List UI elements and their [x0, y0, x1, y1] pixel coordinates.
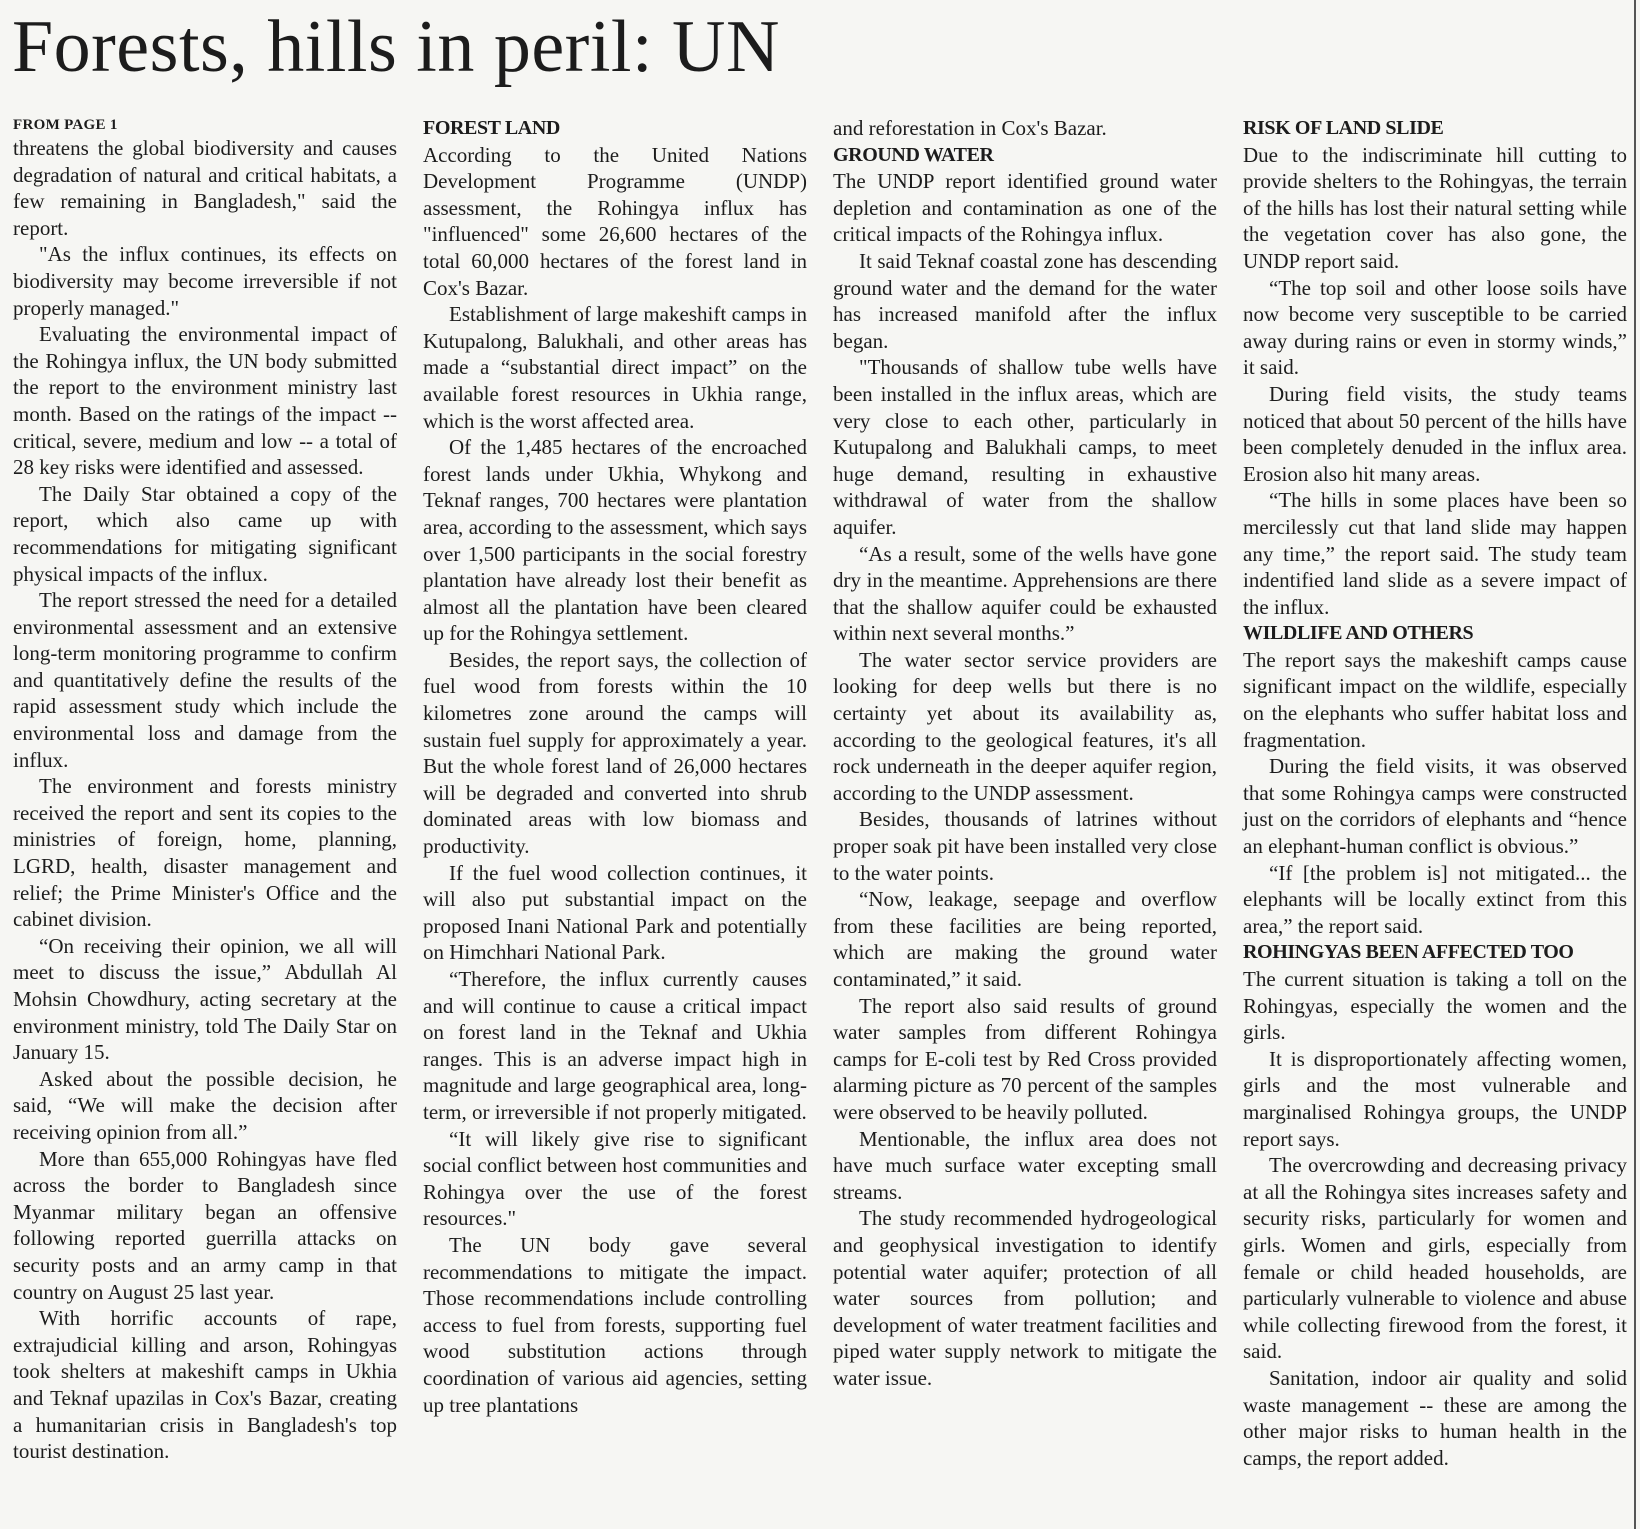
paragraph: More than 655,000 Rohingyas have fled across the border to Bangladesh since Myanmar military began an offensive following reported guerrilla attacks on security posts and an army camp in that country on August 25 last year.: [13, 1146, 397, 1304]
paragraph: During field visits, the study teams noticed that about 50 percent of the hills have been completely denuded in the influx area. Erosion also hit many areas.: [1243, 381, 1627, 486]
paragraph: The report says the makeshift camps cause significant impact on the wildlife, especially on the elephants who suffer habitat loss and fragmentation.: [1243, 647, 1627, 752]
paragraph: and reforestation in Cox's Bazar.: [833, 116, 1107, 140]
paragraph: Sanitation, indoor air quality and solid waste management -- these are among the other major risks to human health in the camps, the report added.: [1243, 1365, 1627, 1470]
article-column-4: [1243, 115, 1627, 1471]
article-column-1: [13, 115, 397, 1465]
paragraph: "Thousands of shallow tube wells have been installed in the influx areas, which are very close to each other, particularly in Kutupalong and Balukhali camps, to meet huge demand, resulting in exhaustive withdrawal of water from the shallow aquifer.: [833, 355, 1217, 539]
paragraph: “The hills in some places have been so mercilessly cut that land slide may happen any time,” the report said. The study team indentified land slide as a severe impact of the influx.: [1243, 488, 1627, 619]
paragraph: It said Teknaf coastal zone has descending ground water and the demand for the water has increased manifold after the influx began.: [833, 248, 1217, 353]
paragraph: The Daily Star obtained a copy of the report, which also came up with recommendations for mitigating significant physical impacts of the influx.: [13, 481, 397, 586]
paragraph: “On receiving their opinion, we all will meet to discuss the issue,” Abdullah Al Mohsin Chowdhury, acting secretary at the environment ministry, told The Daily Star on January 15.: [13, 933, 397, 1065]
paragraph: Besides, thousands of latrines without proper soak pit have been installed very close to the water points.: [833, 807, 1217, 885]
headline: Forests, hills in peril: UN: [12, 6, 780, 88]
paragraph: The study recommended hydrogeological and geophysical investigation to identify potential water aquifer; protection of all water sources from pollution; and development of water treatment facilities and piped water supply network to mitigate the water issue.: [833, 1206, 1217, 1390]
paragraph: “It will likely give rise to significant social conflict between host communities and Rohingya over the use of the forest resources.": [423, 1126, 807, 1231]
article-column-2: [423, 115, 807, 1418]
paragraph: “Now, leakage, seepage and overflow from these facilities are being reported, which are making the ground water contaminated,” it said.: [833, 887, 1217, 991]
page-edge-rule: [1634, 0, 1636, 1529]
from-page-label: FROM PAGE 1: [13, 117, 118, 133]
paragraph: With horrific accounts of rape, extrajudicial killing and arson, Rohingyas took shelters at makeshift camps in Ukhia and Teknaf upazilas in Cox's Bazar, creating a humanitarian crisis in Bangladesh's top tourist destination.: [13, 1306, 397, 1464]
paragraph: The environment and forests ministry received the report and sent its copies to the ministries of foreign, home, planning, LGRD, health, disaster management and relief; the Prime Minister's Office and the cabinet division.: [13, 774, 397, 932]
subheading-ground-water: GROUND WATER: [833, 143, 994, 166]
paragraph: “If [the problem is] not mitigated... the elephants will be locally extinct from this area,” the report said.: [1243, 860, 1627, 938]
paragraph: Asked about the possible decision, he said, “We will make the decision after receiving opinion from all.”: [13, 1066, 397, 1144]
paragraph: Establishment of large makeshift camps in Kutupalong, Balukhali, and other areas has made a “substantial direct impact” on the available forest resources in Ukhia range, which is the worst affected area.: [423, 302, 807, 433]
article-column-3: [833, 115, 1217, 1392]
paragraph: It is disproportionately affecting women, girls and the most vulnerable and marginalised Rohingya groups, the UNDP report says.: [1243, 1046, 1627, 1151]
paragraph: According to the United Nations Development Programme (UNDP) assessment, the Rohingya influx has "influenced" some 26,600 hectares of the total 60,000 hectares of the forest land in Cox's Bazar.: [423, 142, 807, 300]
paragraph: "As the influx continues, its effects on biodiversity may become irreversible if not properly managed.": [13, 242, 397, 320]
paragraph: “As a result, some of the wells have gone dry in the meantime. Apprehensions are there that the shallow aquifer could be exhausted within next several months.”: [833, 541, 1217, 646]
paragraph: The UN body gave several recommendations to mitigate the impact. Those recommendations include controlling access to fuel from forests, supporting fuel wood substitution actions through coordination of various aid agencies, setting up tree plantations: [423, 1232, 807, 1417]
paragraph: “The top soil and other loose soils have now become very susceptible to be carried away during rains or even in stormy winds,” it said.: [1243, 275, 1627, 380]
paragraph: The report stressed the need for a detailed environmental assessment and an extensive long-term monitoring programme to confirm and quantitatively define the results of the rapid assessment study which include the environmental loss and damage from the influx.: [13, 588, 397, 772]
paragraph: Besides, the report says, the collection of fuel wood from forests within the 10 kilometres zone around the camps will sustain fuel supply for approximately a year. But the whole forest land of 26,000 hectares will be degraded and converted into shrub dominated areas with low biomass and productivity.: [423, 647, 807, 859]
subheading-wildlife-and-others: WILDLIFE AND OTHERS: [1243, 622, 1474, 645]
paragraph: The report also said results of ground water samples from different Rohingya camps for E-coli test by Red Cross provided alarming picture as 70 percent of the samples were observed to be heavily polluted.: [833, 993, 1217, 1124]
paragraph: The water sector service providers are looking for deep wells but there is no certainty yet about its availability as, according to the geological features, it's all rock underneath in the deeper aquifer region, according to the UNDP assessment.: [833, 647, 1217, 805]
subheading-rohingyas-affected: ROHINGYAS BEEN AFFECTED TOO: [1243, 941, 1574, 964]
subheading-forest-land: FOREST LAND: [423, 117, 560, 139]
paragraph: Due to the indiscriminate hill cutting to provide shelters to the Rohingyas, the terrain of the hills has lost their natural setting while the vegetation cover has also gone, the UNDP report said.: [1243, 142, 1627, 273]
paragraph: The UNDP report identified ground water depletion and contamination as one of the critical impacts of the Rohingya influx.: [833, 169, 1217, 247]
paragraph: “Therefore, the influx currently causes and will continue to cause a critical impact on forest land in the Teknaf and Ukhia ranges. This is an adverse impact high in magnitude and large geographical area, long-term, or irreversible if not properly mitigated.: [423, 967, 807, 1124]
paragraph: If the fuel wood collection continues, it will also put substantial impact on the proposed Inani National Park and potentially on Himchhari National Park.: [423, 860, 807, 965]
paragraph: During the field visits, it was observed that some Rohingya camps were constructed just on the corridors of elephants and “hence an elephant-human conflict is obvious.”: [1243, 754, 1627, 859]
paragraph: threatens the global biodiversity and causes degradation of natural and critical habitats, a few remaining in Bangladesh," said the report.: [13, 136, 397, 240]
paragraph: Evaluating the environmental impact of the Rohingya influx, the UN body submitted the report to the environment ministry last month. Based on the ratings of the impact -- critical, severe, medium and low -- a total of 28 key risks were identified and assessed.: [13, 322, 397, 480]
subheading-risk-of-land-slide: RISK OF LAND SLIDE: [1243, 117, 1444, 139]
paragraph: Mentionable, the influx area does not have much surface water excepting small streams.: [833, 1126, 1217, 1204]
paragraph: Of the 1,485 hectares of the encroached forest lands under Ukhia, Whykong and Teknaf ranges, 700 hectares were plantation area, according to the assessment, which says over 1,500 participants in the social forestry plantation have already lost their benefit as almost all the plantation have been cleared up for the Rohingya settlement.: [423, 435, 807, 646]
paragraph: The current situation is taking a toll on the Rohingyas, especially the women and the girls.: [1243, 967, 1627, 1045]
paragraph: The overcrowding and decreasing privacy at all the Rohingya sites increases safety and security risks, particularly for women and girls. Women and girls, especially from female or child headed households, are particularly vulnerable to violence and abuse while collecting firewood from the forest, it said.: [1243, 1153, 1627, 1364]
